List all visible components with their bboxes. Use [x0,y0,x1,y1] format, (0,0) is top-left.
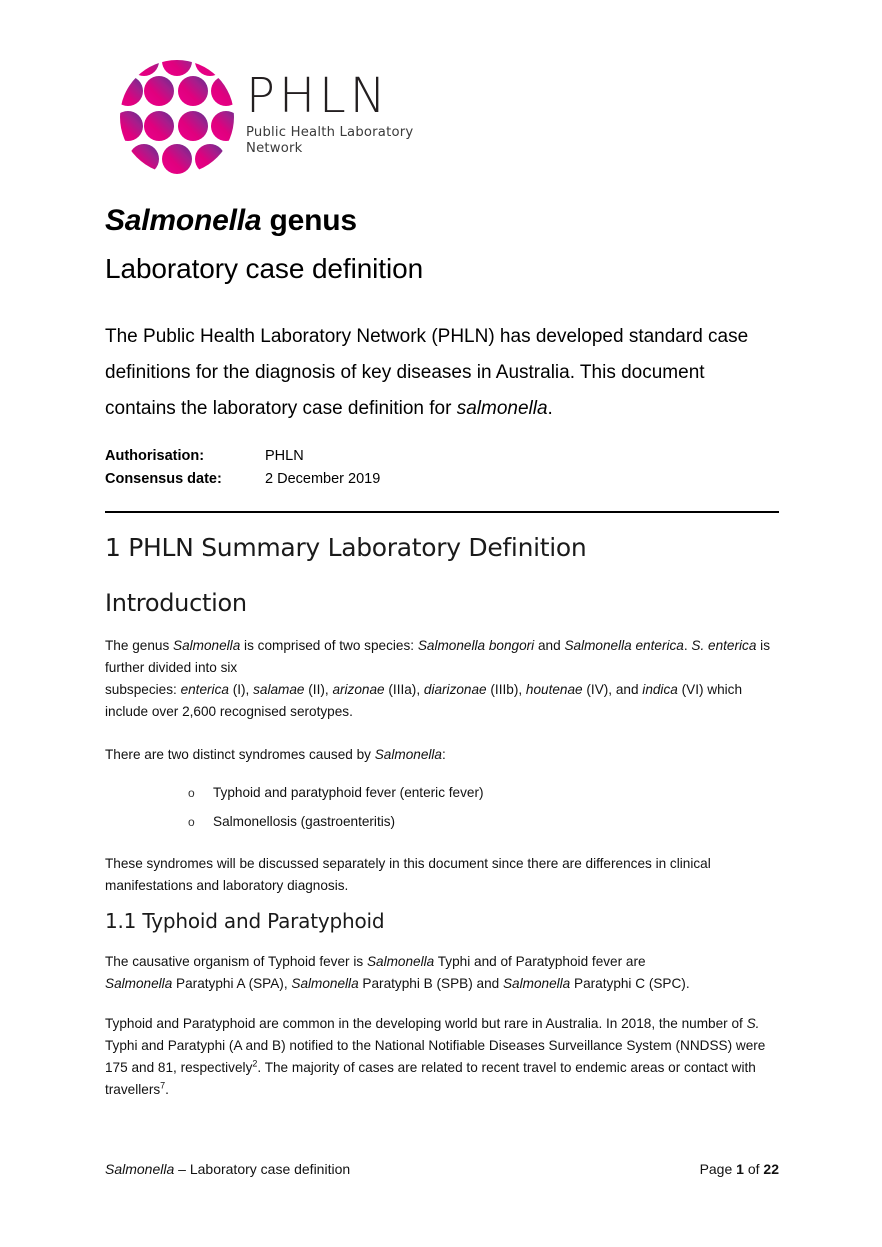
list-item [105,782,705,804]
causative-italic-3: Salmonella [291,976,359,991]
genus-italic-1: Salmonella [173,638,241,653]
syndromes-seg-1: There are two distinct syndromes caused by [105,747,375,762]
page-total-number: 22 [763,1161,779,1177]
genus-italic-9: houtenae [525,682,583,697]
syndromes-italic-1: Salmonella [374,747,442,762]
genus-seg-2: is comprised of two species: [240,638,418,653]
page-title-regular: genus [261,204,357,237]
endemic-seg-1: Typhoid and Paratyphoid are common in the developing world but rare in Australia. In 2018, the number of [105,1016,747,1031]
paragraph-causative-organism [105,951,777,995]
genus-seg-10: (IIIb), [486,682,526,697]
phln-wordmark [246,70,446,157]
paragraph-discussion-note: These syndromes will be discussed separately in this document since there are differences in clinical manifestations and laboratory diagnosis. [105,856,711,893]
footer-document-label [105,1159,350,1179]
paragraph-syndromes-lead [105,744,777,766]
genus-italic-6: salamae [253,682,305,697]
consensus-date-value: 2 December 2019 [265,471,381,487]
page-title [105,203,357,239]
metadata-row-authorisation [105,445,535,468]
syndromes-list [105,782,705,840]
paragraph-genus-description [105,635,777,723]
genus-seg-9: (IIIa), [384,682,424,697]
heading-section-1-1: 1.1 Typhoid and Paratyphoid [105,909,385,933]
metadata-row-consensus-date [105,468,535,491]
list-item [105,811,705,833]
footer-doc-rest: – Laboratory case definition [174,1161,351,1177]
genus-italic-5: enterica [180,682,229,697]
causative-italic-1: Salmonella [366,954,435,969]
reference-marker-2: 2 [252,1058,258,1069]
syndromes-seg-2: : [442,747,446,762]
genus-seg-8: (II), [304,682,333,697]
intro-text-before: The Public Health Laboratory Network (PHLN) has developed standard case definitions for the diagnosis of key diseases in Australia. This document contains the laboratory case definition for [105,326,749,419]
causative-seg-5: Paratyphi C (SPC). [570,976,690,991]
endemic-seg-3: . The majority of cases are related to recent travel to endemic areas or contact with travellers [105,1060,756,1097]
authorisation-value: PHLN [265,448,304,464]
page-current-number: 1 [736,1161,744,1177]
causative-seg-3: Paratyphi A (SPA), [172,976,292,991]
phln-sphere-logo-icon [118,58,236,176]
genus-seg-5: is further divided into six [105,638,770,675]
heading-section-1: 1 PHLN Summary Laboratory Definition [105,533,587,562]
genus-italic-7: arizonae [332,682,385,697]
genus-seg-7: (I), [228,682,254,697]
causative-seg-4: Paratyphi B (SPB) and [358,976,503,991]
bullet-circle-icon: o [188,815,195,829]
genus-seg-1: The genus [105,638,174,653]
page-title-italic: Salmonella [105,204,262,237]
genus-seg-3: and [534,638,565,653]
page-middle: of [743,1161,764,1177]
horizontal-divider [105,511,779,513]
page-footer [105,1159,779,1179]
bullet-circle-icon: o [188,786,195,800]
footer-page-indicator [700,1159,779,1179]
reference-marker-7: 7 [160,1080,166,1091]
phln-logo [118,56,448,176]
endemic-seg-2: Typhi and Paratyphi (A and B) notified to the National Notifiable Diseases Surveillance System (NNDSS) were 175 and 81, respectively [105,1038,766,1075]
genus-italic-3: Salmonella enterica [564,638,684,653]
genus-seg-4: . [683,638,692,653]
intro-text-after: . [547,398,553,419]
authorisation-label: Authorisation: [105,448,205,464]
consensus-date-label: Consensus date: [105,471,222,487]
genus-italic-4: S. enterica [691,638,757,653]
phln-tagline: Public Health Laboratory Network [246,125,414,156]
list-item-label: Salmonellosis (gastroenteritis) [213,814,396,829]
genus-seg-6: subspecies: [105,682,181,697]
page-subtitle: Laboratory case definition [105,253,424,284]
causative-italic-2: Salmonella [105,976,173,991]
page-prefix: Page [699,1161,737,1177]
phln-wordmark-text: PHLN [246,68,390,124]
heading-introduction: Introduction [105,589,247,617]
causative-italic-4: Salmonella [502,976,571,991]
paragraph-endemic-statistics [105,1013,777,1101]
genus-italic-2: Salmonella bongori [417,638,535,653]
endemic-italic-1: S. [746,1016,760,1031]
genus-seg-11: (IV), and [582,682,643,697]
intro-paragraph [105,319,775,427]
causative-seg-2: Typhi and of Paratyphoid fever are [434,954,646,969]
genus-seg-12: (VI) which include over 2,600 recognised serotypes. [105,682,743,719]
causative-seg-1: The causative organism of Typhoid fever is [105,954,367,969]
genus-italic-8: diarizonae [423,682,487,697]
endemic-seg-4: . [165,1082,169,1097]
document-metadata [105,445,535,491]
footer-doc-italic: Salmonella [105,1161,175,1177]
intro-italic-term: salmonella [456,398,548,419]
genus-italic-10: indica [642,682,678,697]
list-item-label: Typhoid and paratyphoid fever (enteric fever) [213,785,484,800]
